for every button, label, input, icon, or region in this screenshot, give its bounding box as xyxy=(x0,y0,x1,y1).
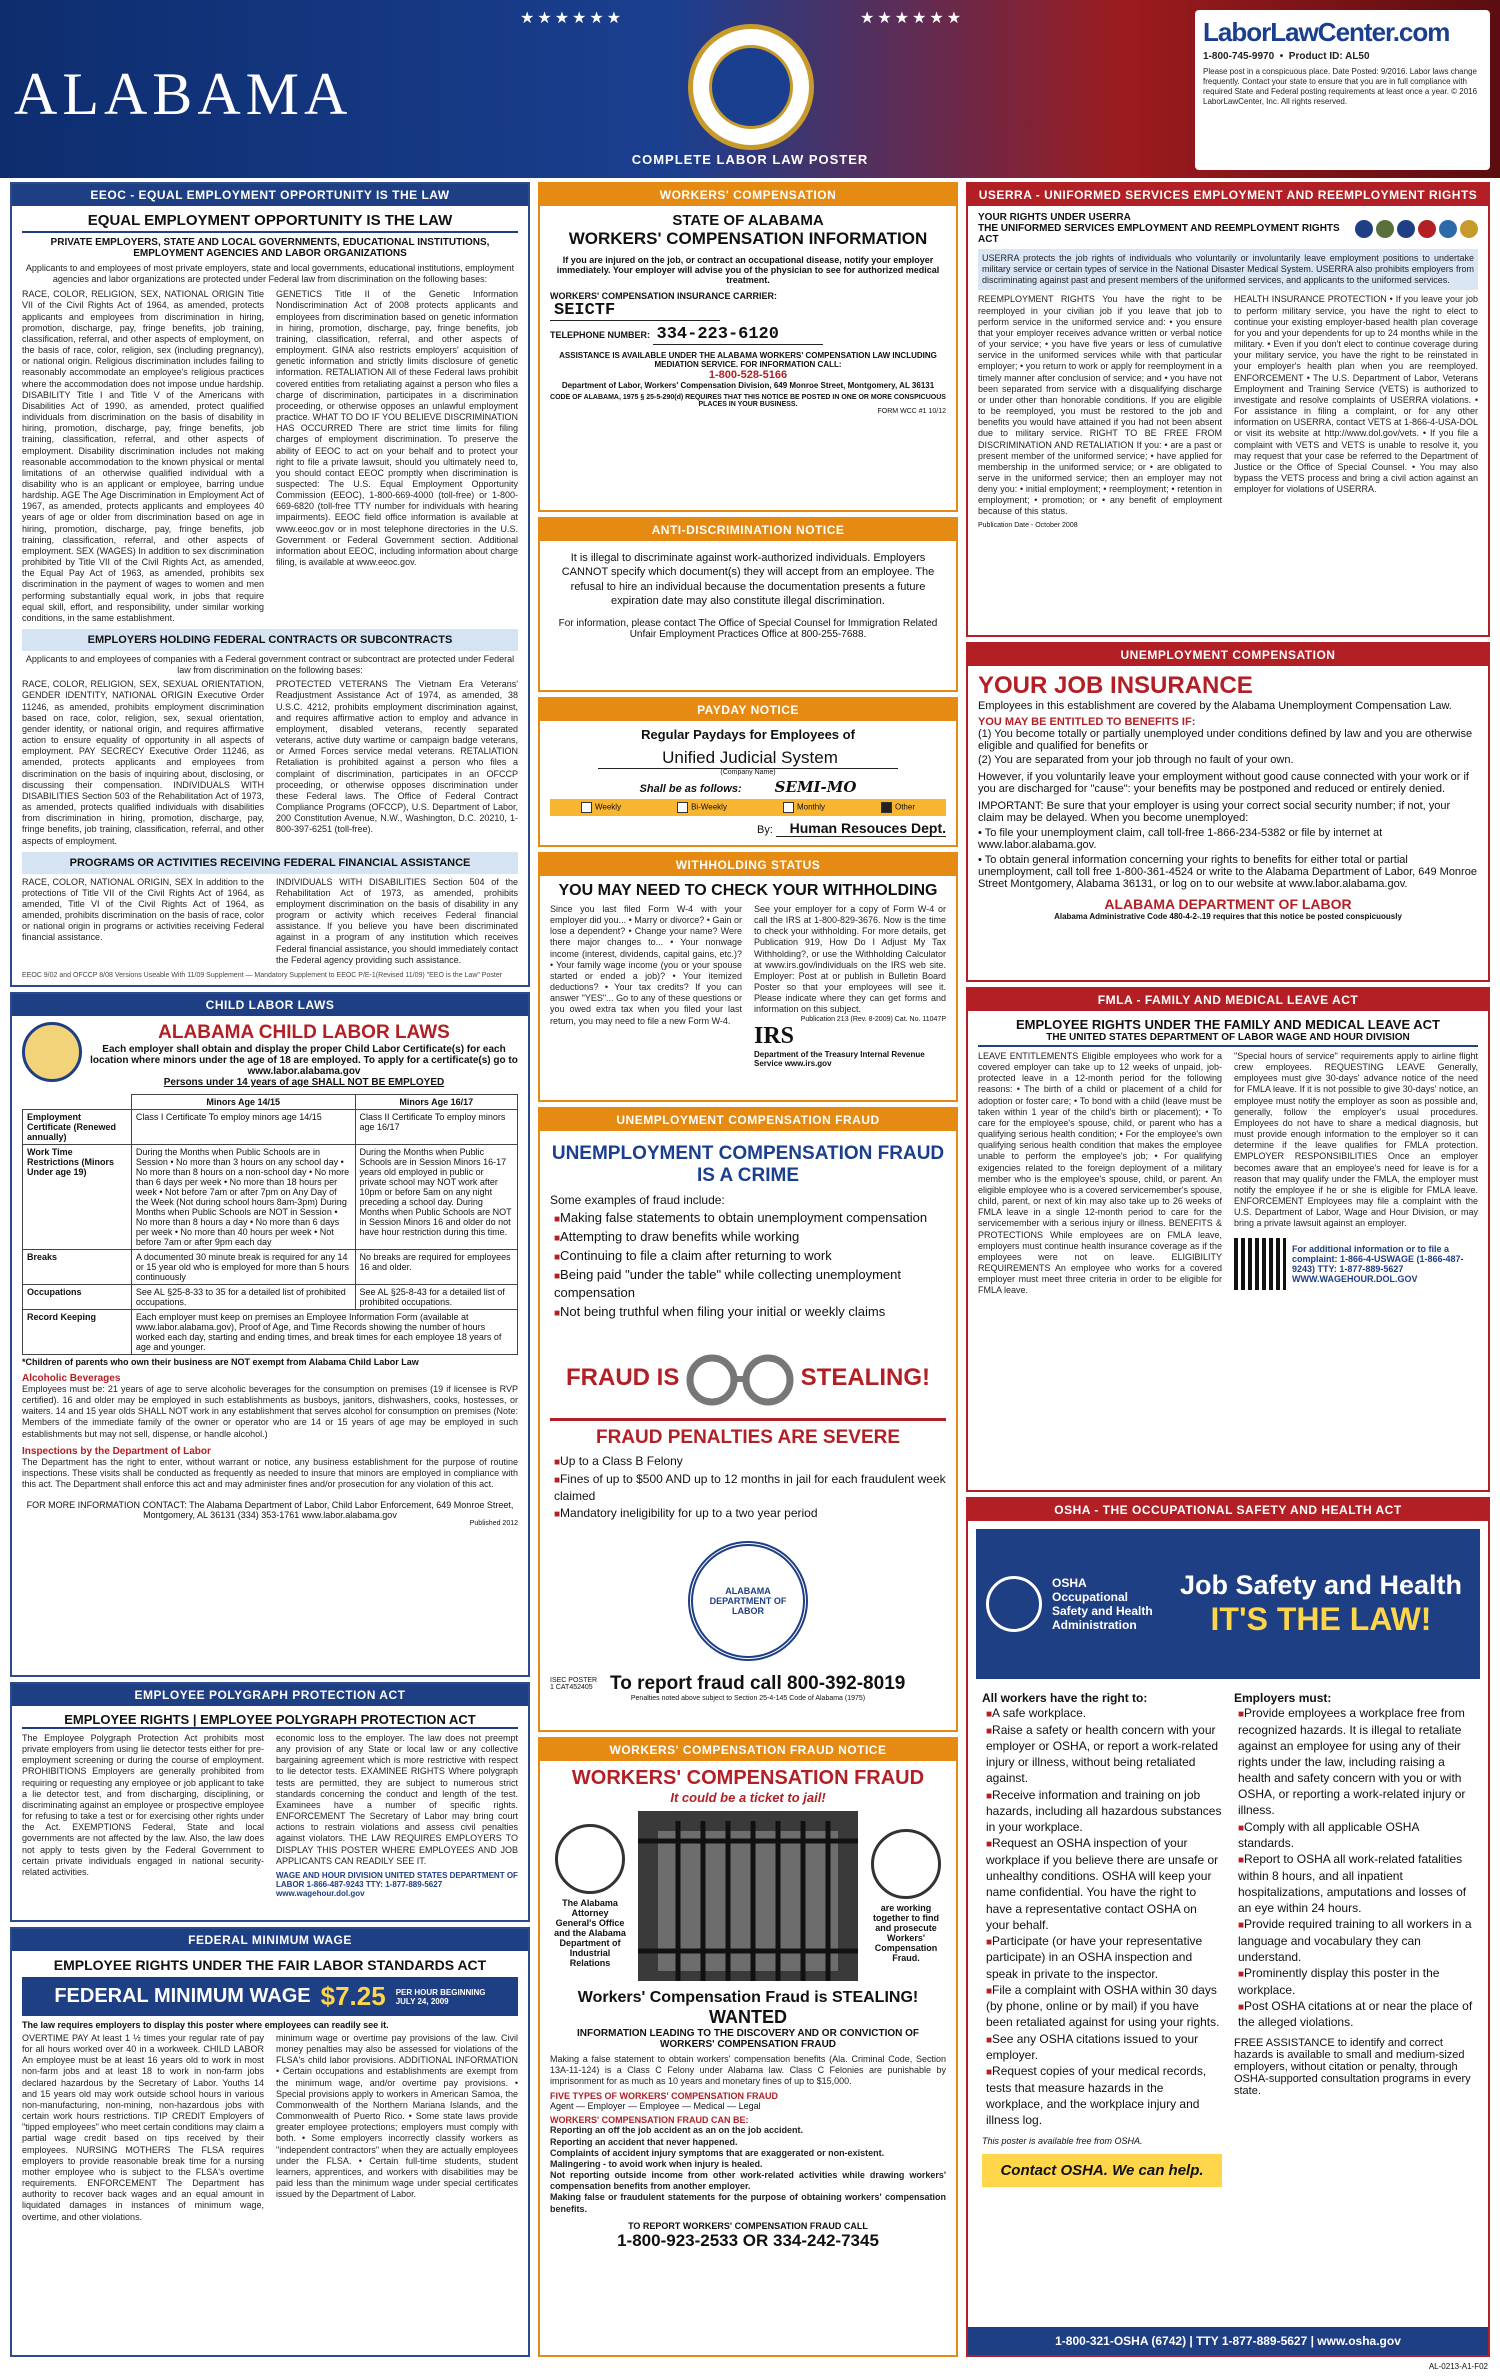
fraud-penalties-list xyxy=(550,1453,946,1523)
workers-comp-bar: WORKERS' COMPENSATION xyxy=(540,184,956,206)
osha-panel xyxy=(966,1497,1490,2357)
posting-note: Please post in a conspicuous place. Date Posted: 9/2016. Labor laws change frequently. Contact your state to ensure that you are in full compliance with required State and Federal posting requirements at least once a year. © 2016 LaborLawCenter, Inc. All rights reserved. xyxy=(1203,67,1478,106)
stealing-label: STEALING! xyxy=(800,1364,930,1392)
wc-ombudsman-phone: 1-800-528-5166 xyxy=(708,369,788,381)
industrial-relations-seal-icon xyxy=(871,1829,941,1899)
attorney-general-seal-icon xyxy=(555,1824,625,1894)
osha-workers-heading: All workers have the right to: xyxy=(982,1691,1148,1705)
flsa-right: minimum wage or overtime pay provisions of the law. Civil money penalties may also be assessed for violations of the FLSA's child labor provisions. ADDITIONAL INFORMATION • Certain occupations and establishments are exempt from the minimum wage, and/or overtime pay provisions. • Special provisions apply to workers in American Samoa, the Commonwealth of the Northern Mariana Islands, and the Commonwealth of Puerto Rico. • Some state laws provide greater employee protections; employers must comply with both. • Some employers incorrectly classify workers as "independent contractors" when they are actually employees under the FLSA. • Certain full-time students, student learners, apprentices, and workers with disabilities may be paid less than the minimum wage under special certificates issued by the Department of Labor. xyxy=(276,2033,518,2200)
handcuffs-icon xyxy=(680,1348,800,1408)
child-labor-persons: Persons under 14 years of age SHALL NOT BE EMPLOYED xyxy=(163,1077,445,1088)
row-label: Employment Certificate (Renewed annually) xyxy=(23,1110,132,1145)
fraud-is-label: FRAUD IS xyxy=(566,1364,680,1392)
list-item: Malingering - to avoid work when injury is healed. xyxy=(550,2158,763,2169)
table-cell: During the Months when Public Schools are in Session Minors 16-17 years old employed in public or private school may NOT work after 10pm or before 5am on any night preceding a school day. During Months when Public Schools are NOT in Session Minors 16 and older do not have hour restriction during this time. xyxy=(355,1145,517,1250)
poster-header xyxy=(0,0,1500,178)
wc-phone-field[interactable]: 334-223-6120 xyxy=(653,325,823,345)
job-insurance-title: YOUR JOB INSURANCE xyxy=(978,672,1253,699)
child-labor-intro: Each employer shall obtain and display the proper Child Labor Certificate(s) for each location where minors under the age of 18 are employed. To apply for a certificate(s) go to www.labor.alabama.gov xyxy=(90,1044,518,1077)
list-item: ■ Report to OSHA all work-related fatalities within 8 hours, and all inpatient hospitalizations, amputations and losses of an eye within 24 hours. xyxy=(1238,1851,1474,1916)
workers-comp-panel xyxy=(538,182,958,512)
fraud-is-stealing xyxy=(566,1348,930,1408)
list-item: Not reporting outside income from other work-related activities while drawing workers' compensation benefits from another employer. xyxy=(550,2170,946,2192)
job-insurance-info: • To obtain general information concerning your rights to benefits for either total or partial unemployment, call toll free 1-800-361-4524 or write to the Alabama Department of Labor, 649 Monroe Street Montgomery, Alabama 36131, or log on to our website at www.labor.alabama.gov. xyxy=(978,854,1477,890)
withholding-left: Since you last filed Form W-4 with your employer did you... • Marry or divorce? • Gain or lose a dependent? • Change your name? Were there major changes to... • Your nonwage income (interest, dividends, capital gains, etc.)? • Your family wage income (you or your spouse started or ended a job)? • Your itemized deductions? • Your tax credits? If you can answer "YES"... Go to any of these questions or you owed extra tax when you filed your last return, you may need to file a new Form W-4. xyxy=(550,904,742,1026)
eeoc-band-contracts: EMPLOYERS HOLDING FEDERAL CONTRACTS OR SUBCONTRACTS xyxy=(22,629,518,651)
osha-footer: 1-800-321-OSHA (6742) | TTY 1-877-889-5627 | www.osha.gov xyxy=(968,2327,1488,2355)
wc-code: CODE OF ALABAMA, 1975 § 25-5-290(d) REQUIRES THAT THIS NOTICE BE POSTED IN ONE OR MORE CONSPICUOUS PLACES IN YOUR BUSINESS. xyxy=(550,394,946,408)
userra-panel xyxy=(966,182,1490,637)
eeoc-title: EQUAL EMPLOYMENT OPPORTUNITY IS THE LAW xyxy=(22,212,518,233)
state-title: ALABAMA xyxy=(14,61,353,127)
list-item: ■ Provide required training to all workers in a language and vocabulary they can understand. xyxy=(1238,1916,1474,1965)
jail-cell-icon xyxy=(638,1811,858,1981)
userra-right: HEALTH INSURANCE PROTECTION • If you leave your job to perform military service, you have the right to elect to continue your existing employer-based health plan coverage for you and your dependents for up to 24 months while in the military. • Even if you don't elect to continue coverage during your military service, you have the right to be reinstated in your employer's health plan when you are reemployed. ENFORCEMENT • The U.S. Department of Labor, Veterans Employment and Training Service (VETS) is authorized to investigate and resolve complaints of USERRA violations. • For assistance in filing a complaint, or for any other information on USERRA, contact VETS at 1-866-4-USA-DOL or visit its website at http://www.dol.gov/vets. • If you file a complaint with VETS and VETS is unable to resolve it, you may request that your case be referred to the Department of Justice or the Office of Special Counsel. • You may also bypass the VETS process and bring a civil action against an employer for violations of USERRA. xyxy=(1234,294,1478,495)
anti-discrimination-bar: ANTI-DISCRIMINATION NOTICE xyxy=(540,519,956,541)
payday-option[interactable]: Weekly xyxy=(581,802,621,813)
polygraph-bar: EMPLOYEE POLYGRAPH PROTECTION ACT xyxy=(12,1684,528,1706)
child-labor-title: ALABAMA CHILD LABOR LAWS xyxy=(158,1022,450,1043)
table-cell: During the Months when Public Schools are in Session • No more than 3 hours on any school day • No more than 8 hours on a non-school day • No more than 6 days per week • No more than 18 hours per week • Not before 7am or after 7pm on Any Day of the Week (Not during school hours 8am-3pm) During Months when Public Schools are NOT in Session • No more than 8 hours a day • No more than 6 days per week • No more than 40 hours per week • Not before 7am or after 9pm each day xyxy=(131,1145,355,1250)
minimum-wage-value: $7.25 xyxy=(320,1981,386,2011)
military-seals-icon xyxy=(1355,220,1478,238)
wc-carrier-field[interactable]: SEICTF xyxy=(550,301,720,321)
row-label: Work Time Restrictions (Minors Under age 19) xyxy=(23,1145,132,1250)
minimum-wage-label: FEDERAL MINIMUM WAGE xyxy=(54,1985,311,2007)
anti-discrimination-contact: For information, please contact The Office of Special Counsel for Immigration Related Unfair Employment Practices Office at 800-255-7688. xyxy=(558,618,938,641)
inspection-text: The Department has the right to enter, without warrant or notice, any business establishment for the purpose of routine inspections. These visits shall be conducted as frequently as needed to insure that minors are employed in compliance with this act. The Department shall enforce this act and may administer fines and/or prosecution for any violation of this act. xyxy=(22,1456,518,1490)
wc-fraud-false-statement: Making a false statement to obtain workers' compensation benefits (Ala. Criminal Code, Section 13A-11-124) is a Class C Felony under Alabama law. Class C Felonies are punishable by imprisonment for as much as 10 years and monetary fines of up to $15,000. xyxy=(550,2054,946,2087)
userra-bar: USERRA - UNIFORMED SERVICES EMPLOYMENT AND REEMPLOYMENT RIGHTS ACT xyxy=(968,184,1488,206)
osha-workers-list xyxy=(982,1705,1222,2128)
table-cell: No breaks are required for employees 16 and older. xyxy=(355,1250,517,1285)
ui-fraud-list xyxy=(550,1209,946,1322)
wc-fraud-stealing: Workers' Compensation Fraud is STEALING! xyxy=(577,1989,919,2006)
payday-panel xyxy=(538,697,958,847)
fmla-title: EMPLOYEE RIGHTS UNDER THE FAMILY AND MEDICAL LEAVE ACT xyxy=(1016,1017,1440,1032)
withholding-panel xyxy=(538,852,958,1102)
job-insurance-important: IMPORTANT: Be sure that your employer is using your correct social security number; if not, your claim may be delayed. When you become unemployed: xyxy=(978,800,1451,824)
product-id: Product ID: AL50 xyxy=(1288,50,1370,62)
child-labor-published: Published 2012 xyxy=(469,1520,518,1528)
job-insurance-cond-1: (1) You become totally or partially unemployed under conditions defined by law and you are otherwise eligible and qualified for benefits or xyxy=(978,728,1473,752)
row-label: Breaks xyxy=(23,1250,132,1285)
brand-box: LaborLawCenter.com 1-800-745-9970 • Product ID: AL50 Please post in a conspicuous place. Date Posted: 9/2016. Labor laws change frequently. Contact your state to ensure that you are in full compliance with required State and Federal posting requirements at least once a year. © 2016 LaborLawCenter, Inc. All rights reserved. xyxy=(1195,10,1490,170)
osha-employers-list xyxy=(1234,1705,1474,2031)
eeoc-subtitle: PRIVATE EMPLOYERS, STATE AND LOCAL GOVERNMENTS, EDUCATIONAL INSTITUTIONS, EMPLOYMENT AGENCIES AND LABOR ORGANIZATIONS xyxy=(50,237,490,259)
list-item: ■ Continuing to file a claim after returning to work xyxy=(554,1247,946,1266)
withholding-publication: Publication 213 (Rev. 8-2009) Cat. No. 11047P xyxy=(800,1015,946,1023)
wc-fraud-types-heading: FIVE TYPES OF WORKERS' COMPENSATION FRAUD xyxy=(550,2091,778,2102)
table-row xyxy=(23,1310,518,1355)
osha-contact: Contact OSHA. We can help. xyxy=(982,2154,1222,2187)
job-insurance-cond-2: (2) You are separated from your job through no fault of your own. xyxy=(978,754,1294,766)
table-cell: Class II Certificate To employ minors age 16/17 xyxy=(355,1110,517,1145)
eeoc-col-4: PROTECTED VETERANS The Vietnam Era Veterans' Readjustment Assistance Act of 1974, as amended, 38 U.S.C. 4212, prohibits employment discrimination against, and requires affirmative action to employ and advance in employment, disabled veterans, recently separated veterans, active duty wartime or campaign badge veterans, or Armed Forces service medal veterans. RETALIATION Retaliation is prohibited against a person who files a complaint of discrimination, participates in an OFCCP proceeding, or otherwise opposes discrimination under these Federal laws. The Office of Federal Contract Compliance Programs (OFCCP), U.S. Department of Labor, 200 Constitution Avenue, N.W., Washington, D.C. 20210, 1-800-397-6251 (toll-free). xyxy=(276,679,518,835)
osha-employers-heading: Employers must: xyxy=(1234,1691,1332,1705)
list-item: ■ Raise a safety or health concern with your employer or OSHA, or report a work-related injury or illness, without being retaliated against. xyxy=(986,1722,1222,1787)
table-row xyxy=(23,1285,518,1310)
payday-options xyxy=(550,799,946,816)
unemployment-panel xyxy=(966,642,1490,982)
flsa-title: EMPLOYEE RIGHTS UNDER THE FAIR LABOR STANDARDS ACT xyxy=(53,1957,487,1973)
brand-phone: 1-800-745-9970 xyxy=(1203,50,1275,62)
fraud-report-phone: To report fraud call 800-392-8019 xyxy=(610,1672,906,1694)
payday-option[interactable]: Bi-Weekly xyxy=(677,802,727,813)
userra-title-1: YOUR RIGHTS UNDER USERRA xyxy=(978,212,1131,223)
fmla-right: "Special hours of service" requirements apply to airline flight crew employees. REQUESTING LEAVE Generally, employees must give 30-days' advance notice of the need for FMLA leave. If it is not possible to give 30-days' notice, an employee must notify the employer as soon as possible and, generally, follow the employer's usual procedures. Employees do not have to share a medical diagnosis, but must provide enough information to the employer so it can determine if the leave qualifies for FMLA protection. EMPLOYER RESPONSIBILITIES Once an employer becomes aware that an employee's need for leave is for a reason that may qualify under the FMLA, the employer must notify the employee if he or she is eligible for FMLA leave. ENFORCEMENT Employees may file a complaint with the U.S. Department of Labor, Wage and Hour Division, or may bring a private lawsuit against an employer. xyxy=(1234,1051,1478,1229)
wc-assist: ASSISTANCE IS AVAILABLE UNDER THE ALABAMA WORKERS' COMPENSATION LAW INCLUDING MEDIATION SERVICE. FOR INFORMATION CALL: xyxy=(559,351,937,369)
wc-form-number: FORM WCC #1 10/12 xyxy=(877,408,946,415)
wc-fraud-panel xyxy=(538,1737,958,2357)
irs-dept: Department of the Treasury Internal Revenue Service www.irs.gov xyxy=(754,1049,925,1068)
eeoc-fed-intro: Applicants to and employees of companies with a Federal government contract or subcontract are protected under Federal law from discrimination on the following bases: xyxy=(25,654,515,676)
dol-seal-icon xyxy=(986,1576,1042,1632)
fmla-bar: FMLA - FAMILY AND MEDICAL LEAVE ACT xyxy=(968,989,1488,1011)
list-item: ■ Participate (or have your representative participate) in an OSHA inspection and speak in private to the inspector. xyxy=(986,1933,1222,1982)
poster-footer xyxy=(0,2362,1500,2377)
poster-code: AL-0213-A1-F02 xyxy=(1428,2362,1488,2371)
eeoc-col-2: GENETICS Title II of the Genetic Information Nondiscrimination Act of 2008 protects applicants and employees from discrimination based on genetic information in hiring, promotion, discharge, pay, fringe benefits, job training, classification, referral, and other aspects of employment. GINA also restricts employers' acquisition of genetic information and strictly limits disclosure of genetic information. RETALIATION All of these Federal laws prohibit covered entities from retaliating against a person who files a charge of discrimination, participates in a discrimination proceeding, or otherwise opposes an unlawful employment practice. WHAT TO DO IF YOU BELIEVE DISCRIMINATION HAS OCCURRED There are strict time limits for filing charges of employment discrimination. To preserve the ability of EEOC to act on your behalf and to protect your right to file a private lawsuit, should you ultimately need to, you should contact EEOC promptly when discrimination is suspected: The U.S. Equal Employment Opportunity Commission (EEOC), 1-800-669-4000 (toll-free) or 1-800-669-6820 (toll-free TTY number for individuals with hearing impairments). EEOC field office information is available at www.eeoc.gov or in most telephone directories in the U.S. Government or Federal Government section. Additional information about EEOC, including information about charge filing, is available at www.eeoc.gov. xyxy=(276,289,518,568)
list-item: ■ Post OSHA citations at or near the place of the alleged violations. xyxy=(1238,1998,1474,2031)
child-labor-table xyxy=(22,1094,518,1355)
anti-discrimination-body: It is illegal to discriminate against work-authorized individuals. Employers CANNOT specify which document(s) they will accept from an employee. The refusal to hire an individual because the documentation presents a future expiration date may also constitute illegal discrimination. xyxy=(561,552,935,607)
payday-option[interactable]: Other xyxy=(881,802,915,813)
payday-by-field[interactable]: Human Resouces Dept. xyxy=(776,820,946,837)
child-labor-bar: CHILD LABOR LAWS xyxy=(12,994,528,1016)
table-row xyxy=(23,1110,518,1145)
list-item: ■ Up to a Class B Felony xyxy=(554,1453,946,1471)
wc-fraud-types: Agent — Employer — Employee — Medical — Legal xyxy=(550,2101,761,2112)
list-item: ■ See any OSHA citations issued to your employer. xyxy=(986,2031,1222,2064)
osha-title-1: Job Safety and Health xyxy=(1179,1570,1463,1600)
isec-poster-id: ISEC POSTER 1 CAT452405 xyxy=(550,1676,598,1691)
list-item: ■ Attempting to draw benefits while working xyxy=(554,1228,946,1247)
polygraph-left: The Employee Polygraph Protection Act prohibits most private employers from using lie detector tests either for pre-employment screening or during the course of employment. PROHIBITIONS Employers are generally prohibited from requiring or requesting any employee or job applicant to take a lie detector test, and from discharging, disciplining, or discriminating against an employee or prospective employee for refusing to take a test or for exercising other rights under the Act. EXEMPTIONS Federal, State and local governments are not affected by the law. Also, the law does not apply to tests given by the Federal Government to certain private individuals engaged in national security-related activities. xyxy=(22,1733,264,1877)
wc-fraud-can-be: WORKERS' COMPENSATION FRAUD CAN BE: xyxy=(550,2115,749,2126)
userra-pubdate: Publication Date - October 2008 xyxy=(978,521,1078,529)
withholding-bar: WITHHOLDING STATUS xyxy=(540,854,956,876)
payday-title: Regular Paydays for Employees of xyxy=(641,727,855,742)
list-item: ■ Not being truthful when filing your initial or weekly claims xyxy=(554,1303,946,1322)
flsa-requirement: The law requires employers to display this poster where employees can readily see it. xyxy=(22,2020,389,2030)
table-cell: A documented 30 minute break is required for any 14 or 15 year old who is employed for more than 5 hours continuously xyxy=(131,1250,355,1285)
eeoc-footer: EEOC 9/02 and OFCCP 8/08 Versions Useable With 11/09 Supplement — Mandatory Supplement to EEOC P/E-1(Revised 11/09) "EEO is the Law" Poster xyxy=(22,971,503,979)
poster-title: COMPLETE LABOR LAW POSTER xyxy=(631,152,869,167)
userra-left: REEMPLOYMENT RIGHTS You have the right to be reemployed in your civilian job if you leave that job to perform service in the uniformed service and: • you ensure that your employer receives advance written or verbal notice of your service; • you have five years or less of cumulative service in the uniformed services while with that particular employer; • you return to work or apply for reemployment in a timely manner after conclusion of service; and • you have not been separated from service with a disqualifying discharge or under other than honorable conditions. If you are eligible to be reemployed, you must be restored to the job and benefits you would have attained if you had not been absent due to military service. RIGHT TO BE FREE FROM DISCRIMINATION AND RETALIATION If you: • are a past or present member of the uniformed service; • have applied for membership in the uniformed service; or • are obligated to serve in the uniformed service; then an employer may not deny you: • initial employment; • reemployment; • retention in employment; • promotion; or • any benefit of employment because of this status. xyxy=(978,294,1222,517)
brand-name[interactable]: LaborLawCenter.com xyxy=(1203,17,1450,47)
column-header: Minors Age 14/15 xyxy=(131,1095,355,1110)
row-label: Record Keeping xyxy=(23,1310,132,1355)
alcohol-heading: Alcoholic Beverages xyxy=(22,1373,121,1384)
job-insurance-intro: Employees in this establishment are covered by the Alabama Unemployment Compensation Law. xyxy=(978,700,1452,712)
flsa-panel xyxy=(10,1927,530,2357)
flsa-left: OVERTIME PAY At least 1 ½ times your regular rate of pay for all hours worked over 40 in a workweek. CHILD LABOR An employee must be at least 16 years old to work in most non-farm jobs and at least 18 to work in non-farm jobs declared hazardous by the Secretary of Labor. Youths 14 and 15 years old may work outside school hours in various non-manufacturing, non-mining, non-hazardous jobs with certain work hours restrictions. TIP CREDIT Employers of "tipped employees" who meet certain conditions may claim a partial wage credit based on tips received by their employees. NURSING MOTHERS The FLSA requires employers to provide reasonable break time for a nursing mother employee who is subject to the FLSA's overtime requirements. ENFORCEMENT The Department has authority to recover back wages and an equal amount in liquidated damages in instances of minimum wage, overtime, and other violations. xyxy=(22,2033,264,2222)
row-label: Occupations xyxy=(23,1285,132,1310)
fmla-contact: For additional information or to file a complaint: 1-866-4-USWAGE (1-866-487-9243) TTY: 1-877-889-5627 WWW.WAGEHOUR.DOL.GOV xyxy=(1292,1243,1464,1284)
state-seal-icon xyxy=(688,24,814,150)
withholding-title: YOU MAY NEED TO CHECK YOUR WITHHOLDING xyxy=(558,882,938,899)
osha-free-poster: This poster is available free from OSHA. xyxy=(982,2136,1143,2147)
star-row-icon: ★★★★★★ xyxy=(520,10,625,27)
eeoc-col-1: RACE, COLOR, RELIGION, SEX, NATIONAL ORIGIN Title VII of the Civil Rights Act of 1964, as amended, protects applicants and employees from discrimination in hiring, promotion, discharge, pay, fringe benefits, job training, classification, referral, and other aspects of employment, on the basis of race, color, religion, sex (including pregnancy), or national origin. Religious discrimination includes failing to reasonably accommodate an employee's religious practices where the accommodation does not impose undue hardship. DISABILITY Title I and Title V of the Americans with Disabilities Act of 1990, as amended, protect qualified individuals from discrimination on the basis of disability in hiring, promotion, discharge, pay, fringe benefits, job training, classification, referral, and other aspects of employment. Disability discrimination includes not making reasonable accommodation to the known physical or mental limitations of an otherwise qualified individual with a disability who is an applicant or employee, barring undue hardship. AGE The Age Discrimination in Employment Act of 1967, as amended, protects applicants and employees 40 years of age or older from discrimination based on age in hiring, promotion, discharge, pay, fringe benefits, job training, classification, referral, and other aspects of employment. SEX (WAGES) In addition to sex discrimination prohibited by Title VII of the Civil Rights Act, as amended, the Equal Pay Act of 1963, as amended, prohibits sex discrimination in the payment of wages to women and men performing substantially equal work, in jobs that require equal skill, effort, and responsibility, under similar working conditions, in the same establishment. xyxy=(22,289,264,623)
table-cell: See AL §25-8-43 for a detailed list of prohibited occupations. xyxy=(355,1285,517,1310)
column-header: Minors Age 16/17 xyxy=(355,1095,517,1110)
eeoc-col-5: RACE, COLOR, NATIONAL ORIGIN, SEX In addition to the protections of Title VII of the Civil Rights Act of 1964, as amended, Title VI of the Civil Rights Act of 1964, as amended, prohibits discrimination on the basis of race, color or national origin in programs or activities receiving Federal financial assistance. xyxy=(22,876,264,943)
osha-bar: OSHA - THE OCCUPATIONAL SAFETY AND HEALTH ACT xyxy=(968,1499,1488,1521)
list-item: ■ File a complaint with OSHA within 30 days (by phone, online or by mail) if you have been retaliated against for using your rights. xyxy=(986,1982,1222,2031)
wc-fraud-title: WORKERS' COMPENSATION FRAUD xyxy=(571,1767,925,1789)
child-labor-contact: FOR MORE INFORMATION CONTACT: The Alabama Department of Labor, Child Labor Enforcement, 649 Monroe Street, Montgomery, AL 36131 (334) 353-1761 www.labor.alabama.gov xyxy=(26,1500,514,1521)
ui-fraud-examples-label: Some examples of fraud include: xyxy=(550,1193,725,1207)
withholding-right: See your employer for a copy of Form W-4 or call the IRS at 1-800-829-3676. Now is the time to check your withholding. For more details, get Publication 919, How Do I Adjust My Tax Withholding?, or use the Withholding Calculator at www.irs.gov/individuals on the IRS web site. Employer: Post at or publish in Bulletin Board Poster so that your employees will see it. Please indicate where they can get forms and information on this subject. xyxy=(754,904,946,1015)
osha-agency: OSHA Occupational Safety and Health Administration xyxy=(1052,1576,1153,1632)
job-insurance-eligibility: YOU MAY BE ENTITLED TO BENEFITS IF: xyxy=(978,716,1196,728)
payday-by-label: By: xyxy=(757,824,773,836)
list-item: ■ Request copies of your medical records, tests that measure hazards in the workplace, and the workplace injury and illness log. xyxy=(986,2063,1222,2128)
irs-logo: IRS xyxy=(754,1022,795,1049)
wc-phone-label: TELEPHONE NUMBER: xyxy=(550,330,651,340)
anti-discrimination-panel xyxy=(538,517,958,692)
polygraph-title: EMPLOYEE RIGHTS | EMPLOYEE POLYGRAPH PROTECTION ACT xyxy=(22,1712,518,1729)
job-insurance-dept: ALABAMA DEPARTMENT OF LABOR xyxy=(1104,896,1352,912)
inspection-heading: Inspections by the Department of Labor xyxy=(22,1445,211,1457)
qr-code-icon xyxy=(1234,1238,1286,1290)
dept-labor-seal-text: ALABAMA DEPARTMENT OF LABOR xyxy=(709,1585,787,1616)
unemployment-bar: UNEMPLOYMENT COMPENSATION xyxy=(968,644,1488,666)
list-item: ■ Fines of up to $500 AND up to 12 months in jail for each fraudulent week claimed xyxy=(554,1471,946,1506)
osha-free-assistance: FREE ASSISTANCE to identify and correct hazards is available to small and medium-sized employers, without citation or penalty, through OSHA-supported consultation programs in every state. xyxy=(1234,2036,1471,2097)
osha-title-2: IT'S THE LAW! xyxy=(1210,1601,1432,1637)
list-item: Reporting an accident that never happened. xyxy=(550,2136,738,2147)
minimum-wage-banner xyxy=(22,1977,518,2016)
wc-title-1: STATE OF ALABAMA xyxy=(672,212,824,229)
userra-title-2: THE UNIFORMED SERVICES EMPLOYMENT AND REEMPLOYMENT RIGHTS ACT xyxy=(978,223,1340,245)
job-insurance-code: Alabama Administrative Code 480-4-2-.19 requires that this notice be posted conspicuously xyxy=(1054,912,1402,921)
wc-fraud-info: INFORMATION LEADING TO THE DISCOVERY AND OR CONVICTION OF WORKERS' COMPENSATION FRAUD xyxy=(576,2028,920,2050)
payday-shall-be: Shall be as follows: xyxy=(639,783,742,795)
eeoc-bar: EEOC - EQUAL EMPLOYMENT OPPORTUNITY IS THE LAW xyxy=(12,184,528,206)
eeoc-intro: Applicants to and employees of most private employers, state and local governments, educational institutions, employment agencies and labor organizations are protected under Federal law from discrimination on the following bases: xyxy=(25,263,515,285)
list-item: ■ Mandatory ineligibility for up to a two year period xyxy=(554,1505,946,1523)
payday-company-field[interactable]: Unified Judicial System xyxy=(598,748,898,769)
payday-handwritten: SEMI-MO xyxy=(774,778,857,796)
eeoc-col-6: INDIVIDUALS WITH DISABILITIES Section 504 of the Rehabilitation Act of 1973, as amended, prohibits employment discrimination on the basis of disability in any program or activity which receives Federal financial assistance. If you believe you have been discriminated against in a program of any institution which receives Federal financial assistance, you should immediately contact the Federal agency providing such assistance. xyxy=(276,876,518,965)
eeoc-band-programs: PROGRAMS OR ACTIVITIES RECEIVING FEDERAL FINANCIAL ASSISTANCE xyxy=(22,852,518,874)
fmla-left: LEAVE ENTITLEMENTS Eligible employees who work for a covered employer can take up to 12 weeks of unpaid, job-protected leave in a 12-month period for the following reasons: • The birth of a child or placement of a child for adoption or foster care; • To bond with a child (leave must be taken within 1 year of the child's birth or placement); • To care for the employee's spouse, child, or parent who has a qualifying serious health condition; • For the employee's own qualifying serious health condition that makes the employee unable to perform the employee's job; • For qualifying exigencies related to the foreign deployment of a military member who is the employee's spouse, child, or parent. An eligible employee who is a covered servicemember's spouse, child, parent, or next of kin may also take up to 26 weeks of FMLA leave in a single 12-month period to care for the servicemember with a serious injury or illness. BENEFITS & PROTECTIONS While employees are on FMLA leave, employers must continue health insurance coverage as if the employees were not on leave. ELIGIBILITY REQUIREMENTS An employee who works for a covered employer must meet three criteria in order to be eligible for FMLA leave. xyxy=(978,1051,1222,1296)
eeoc-col-3: RACE, COLOR, RELIGION, SEX, SEXUAL ORIENTATION, GENDER IDENTITY, NATIONAL ORIGIN Executive Order 11246, as amended, prohibits employment discrimination based on race, color, religion, sex, sexual orientation, gender identity, or national origin, and requires affirmative action to ensure equality of opportunity in all aspects of employment. PAY SECRECY Executive Order 11246, as amended, protects applicants and employees from discrimination on the basis of inquiring about, disclosing, or discussing their compensation. INDIVIDUALS WITH DISABILITIES Section 503 of the Rehabilitation Act of 1973, as amended, protects qualified individuals with disabilities from discrimination in hiring, promotion, discharge, pay, fringe benefits, job training, classification, referral, and other aspects of employment. xyxy=(22,679,264,846)
list-item: Making false or fraudulent statements for the purpose of obtaining workers' compensation benefits. xyxy=(550,2192,946,2214)
wc-intro: If you are injured on the job, or contract an occupational disease, notify your employer immediately. Your employer will advise you of the physician to see for authorized medical treatment. xyxy=(556,255,940,285)
list-item: ■ Receive information and training on job hazards, including all hazardous substances in your workplace. xyxy=(986,1787,1222,1836)
eeoc-panel xyxy=(10,182,530,987)
list-item: ■ Provide employees a workplace free from recognized hazards. It is illegal to retaliate against an employee for using any of their rights under the law, including raising a health and safety concern with you or with OSHA, or reporting a work-related injury or illness. xyxy=(1238,1705,1474,1819)
wc-fraud-subtitle: It could be a ticket to jail! xyxy=(670,1790,826,1805)
wc-fraud-wanted: WANTED xyxy=(709,2007,787,2027)
polygraph-panel xyxy=(10,1682,530,1922)
wc-fraud-bar: WORKERS' COMPENSATION FRAUD NOTICE xyxy=(540,1739,956,1761)
wc-carrier-label: WORKERS' COMPENSATION INSURANCE CARRIER: xyxy=(550,291,777,301)
list-item: ■ Prominently display this poster in the workplace. xyxy=(1238,1965,1474,1998)
list-item: Complaints of accident injury symptoms that are exaggerated or non-existent. xyxy=(550,2147,885,2158)
table-cell: Each employer must keep on premises an Employee Information Form (available at www.labor.alabama.gov), Proof of Age, and Time Records showing the number of hours worked each day, starting and ending times, and break times for each employee 18 years of age and younger. xyxy=(131,1310,517,1355)
job-insurance-warning: However, if you voluntarily leave your employment without good cause connected with your work or if you are discharged for "cause": your benefits may be postponed and reduced or entirely denied. xyxy=(978,771,1469,795)
wc-title-2: WORKERS' COMPENSATION INFORMATION xyxy=(568,229,928,248)
list-item: ■ Request an OSHA inspection of your workplace if you believe there are unsafe or unhealthy conditions. OSHA will keep your name confidential. You have the right to have a representative contact OSHA on your behalf. xyxy=(986,1835,1222,1932)
flsa-bar: FEDERAL MINIMUM WAGE xyxy=(12,1929,528,1951)
minimum-wage-date: PER HOUR BEGINNING JULY 24, 2009 xyxy=(395,1987,486,2006)
child-labor-note: *Children of parents who own their business are NOT exempt from Alabama Child Labor Law xyxy=(22,1357,419,1367)
payday-company-label: (Company Name) xyxy=(720,769,776,776)
fraud-penalties-title: FRAUD PENALTIES ARE SEVERE xyxy=(595,1427,901,1449)
fmla-panel xyxy=(966,987,1490,1492)
wc-fraud-phones: 1-800-923-2533 OR 334-242-7345 xyxy=(617,2230,879,2250)
list-item: Reporting an off the job accident as an on the job accident. xyxy=(550,2125,804,2136)
list-item: ■ Making false statements to obtain unemployment compensation xyxy=(554,1209,946,1228)
ui-fraud-panel xyxy=(538,1107,958,1732)
fraud-penalty-code: Penalties noted above subject to Section 25-4-145 Code of Alabama (1975) xyxy=(630,1694,866,1702)
wc-fraud-left: The Alabama Attorney General's Office and the Alabama Department of Industrial Relations xyxy=(554,1898,626,1968)
wc-fraud-list xyxy=(550,2125,946,2214)
userra-intro: USERRA protects the job rights of individuals who voluntarily or involuntarily leave employment positions to undertake military service or certain types of service in the National Disaster Medical System. USERRA also prohibits employers from discriminating against past and present members of the uniformed services, and applicants to the uniformed services. xyxy=(978,249,1478,290)
dept-labor-seal-icon xyxy=(688,1541,808,1661)
table-cell: See AL §25-8-33 to 35 for a detailed list of prohibited occupations. xyxy=(131,1285,355,1310)
wc-address: Department of Labor, Workers' Compensation Division, 649 Monroe Street, Montgomery, AL 36131 xyxy=(561,381,935,390)
payday-option[interactable]: Monthly xyxy=(783,802,825,813)
table-row xyxy=(23,1145,518,1250)
fmla-subtitle: THE UNITED STATES DEPARTMENT OF LABOR WAGE AND HOUR DIVISION xyxy=(978,1032,1478,1047)
child-labor-panel xyxy=(10,992,530,1677)
wc-fraud-call-label: TO REPORT WORKERS' COMPENSATION FRAUD CALL xyxy=(628,2220,868,2231)
list-item: ■ Being paid "under the table" while collecting unemployment compensation xyxy=(554,1266,946,1304)
payday-bar: PAYDAY NOTICE xyxy=(540,699,956,721)
table-row xyxy=(23,1250,518,1285)
polygraph-right: economic loss to the employer. The law does not preempt any provision of any State or local law or any collective bargaining agreement which is more restrictive with respect to lie detector tests. EXAMINEE RIGHTS Where polygraph tests are permitted, they are subject to numerous strict standards concerning the conduct and length of the test. Examinees have a number of specific rights. ENFORCEMENT The Secretary of Labor may bring court actions to restrain violations and assess civil penalties against violators. THE LAW REQUIRES EMPLOYERS TO DISPLAY THIS POSTER WHERE EMPLOYEES AND JOB APPLICANTS CAN READILY SEE IT. xyxy=(276,1733,518,1866)
whd-contact: WAGE AND HOUR DIVISION UNITED STATES DEPARTMENT OF LABOR 1-866-487-9243 TTY: 1-877-889-5627 www.wagehour.dol.gov xyxy=(276,1870,518,1898)
alabama-map-icon xyxy=(22,1022,82,1082)
list-item: ■ A safe workplace. xyxy=(986,1705,1222,1722)
ui-fraud-bar: UNEMPLOYMENT COMPENSATION FRAUD xyxy=(540,1109,956,1131)
star-row-icon: ★★★★★★ xyxy=(860,10,965,27)
alcohol-text: Employees must be: 21 years of age to serve alcoholic beverages for the consumption on premises (19 if licensee is RVP certified). 16 and older may be employed in such establishments as busboys, janitors, dishwashers, cooks, hostesses, or waiters. 14 and 15 year olds SHALL NOT work in any establishment that serves alcohol for consumption on premises (Note: Members of the immediate family of the owner or operator who are 14 or 15 years of age may be employed in such establishments but may not sell, dispense, or handle alcohol.) xyxy=(22,1384,518,1439)
list-item: ■ Comply with all applicable OSHA standards. xyxy=(1238,1819,1474,1852)
job-insurance-file-claim: • To file your unemployment claim, call toll-free 1-866-234-5382 or file by internet at www.labor.alabama.gov. xyxy=(978,827,1383,851)
ui-fraud-title: UNEMPLOYMENT COMPENSATION FRAUD IS A CRIME xyxy=(551,1143,945,1186)
wc-fraud-right: are working together to find and prosecute Workers' Compensation Fraud. xyxy=(873,1903,939,1963)
table-cell: Class I Certificate To employ minors age 14/15 xyxy=(131,1110,355,1145)
